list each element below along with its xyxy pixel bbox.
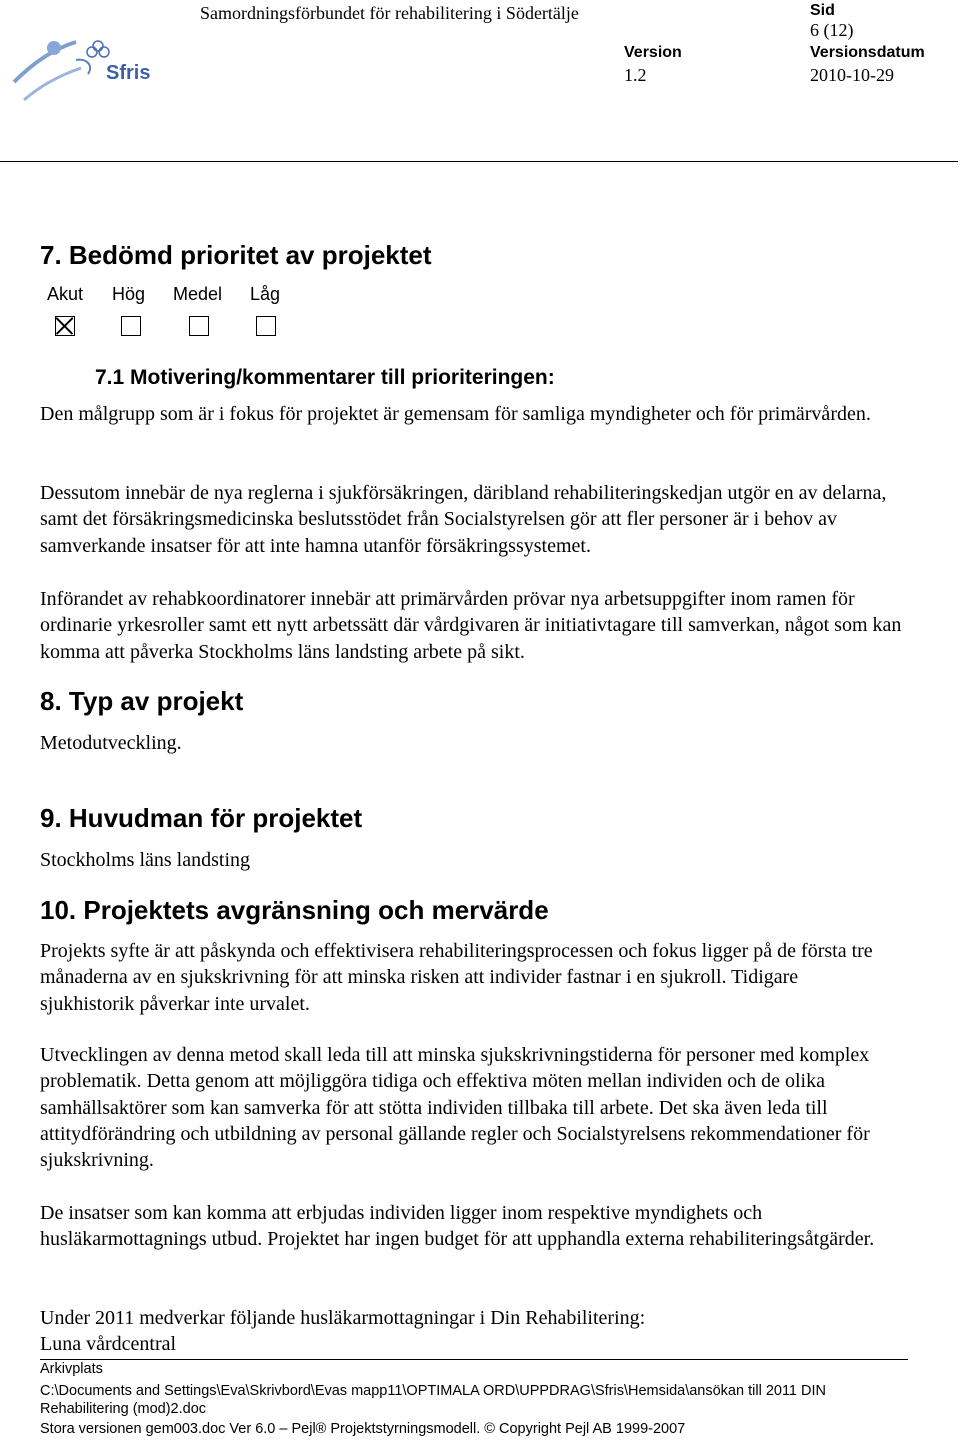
header-divider xyxy=(0,161,958,162)
section-9-text: Stockholms läns landsting xyxy=(40,849,250,871)
priority-label-akut: Akut xyxy=(47,284,84,304)
section-7-paragraph-1: Den målgrupp som är i fokus för projektet är gemensam för samliga myndigheter och för primärvården. xyxy=(40,403,871,425)
priority-label-hog: Hög xyxy=(112,284,146,304)
version-label: Version xyxy=(624,44,682,61)
logo-text: Sfris xyxy=(106,62,151,84)
priority-checkbox-hog[interactable] xyxy=(121,316,141,336)
section-7-1-heading: 7.1 Motivering/kommentarer till prioriteringen: xyxy=(95,366,555,389)
page-label: Sid xyxy=(810,2,835,19)
section-8-heading: 8. Typ av projekt xyxy=(40,686,244,716)
footer-divider xyxy=(40,1359,908,1360)
section-9-heading: 9. Huvudman för projektet xyxy=(40,803,363,833)
organization-name: Samordningsförbundet för rehabilitering i Södertälje xyxy=(200,3,579,23)
section-10-list-item: Luna vårdcentral xyxy=(40,1333,177,1355)
section-10-paragraph-3: De insatser som kan komma att erbjudas individen ligger inom respektive myndighets och husläkarmottagnings utbud. Projektet har ingen budget för att upphandla externa rehabiliteringsåtgärder. xyxy=(40,1202,875,1251)
section-10-paragraph-1: Projekts syfte är att påskynda och effektivisera rehabiliteringsprocessen och fokus ligger på de första tre månaderna av en sjukskrivning för att minska risken att individer fastnar i en sjukroll. Tidigare sjukhistorik påverkar inte urvalet. xyxy=(40,940,873,1015)
sfris-logo xyxy=(6,30,166,110)
footer-template-note: Stora versionen gem003.doc Ver 6.0 – Pejl® Projektstyrningsmodell. © Copyright Pejl AB 1999-2007 xyxy=(40,1421,686,1437)
footer-path-line-2: Rehabilitering (mod)2.doc xyxy=(40,1401,207,1417)
section-8-text: Metodutveckling. xyxy=(40,732,182,754)
priority-checkbox-akut[interactable] xyxy=(55,316,75,336)
section-10-list-intro: Under 2011 medverkar följande husläkarmottagningar i Din Rehabilitering: xyxy=(40,1307,646,1329)
version-date-value: 2010-10-29 xyxy=(810,65,894,85)
priority-checkbox-medel[interactable] xyxy=(189,316,209,336)
footer-path-line-1: C:\Documents and Settings\Eva\Skrivbord\Evas mapp11\OPTIMALA ORD\UPPDRAG\Sfris\Hemsida\ansökan till 2011 DIN xyxy=(40,1383,826,1399)
priority-label-lag: Låg xyxy=(250,284,281,304)
version-value: 1.2 xyxy=(624,65,647,85)
section-10-heading: 10. Projektets avgränsning och mervärde xyxy=(40,895,549,925)
priority-label-medel: Medel xyxy=(173,284,223,304)
section-10-paragraph-2: Utvecklingen av denna metod skall leda till att minska sjukskrivningstiderna för personer med komplex problematik. Detta genom att möjliggöra tidiga och effektiva möten mellan individen och de olika samhällsaktörer som kan samverka för att stötta individen tillbaka till arbete. Det ska även leda till attitydförändring och utbildning av personal gällande regler och Socialstyrelsens rekommendationer för sjukskrivning. xyxy=(40,1044,870,1172)
page-value: 6 (12) xyxy=(810,20,854,40)
version-date-label: Versionsdatum xyxy=(810,44,925,61)
section-7-paragraph-2: Dessutom innebär de nya reglerna i sjukförsäkringen, däribland rehabiliteringskedjan utgör en av delarna, samt det försäkringsmedicinska beslutsstödet från Socialstyrelsen gör att fler personer är i behov av samverkande insatser för att inte hamna utanför försäkringssystemet. xyxy=(40,482,887,557)
section-7-paragraph-3: Införandet av rehabkoordinatorer innebär att primärvården prövar nya arbetsuppgifter inom ramen för ordinarie yrkesroller samt ett nytt arbetssätt där vårdgivaren är initiativtagare till samverkan, något som kan komma att påverka Stockholms läns landsting arbete på sikt. xyxy=(40,588,902,663)
section-7-heading: 7. Bedömd prioritet av projektet xyxy=(40,240,432,270)
footer-label: Arkivplats xyxy=(40,1361,103,1377)
priority-checkbox-lag[interactable] xyxy=(256,316,276,336)
